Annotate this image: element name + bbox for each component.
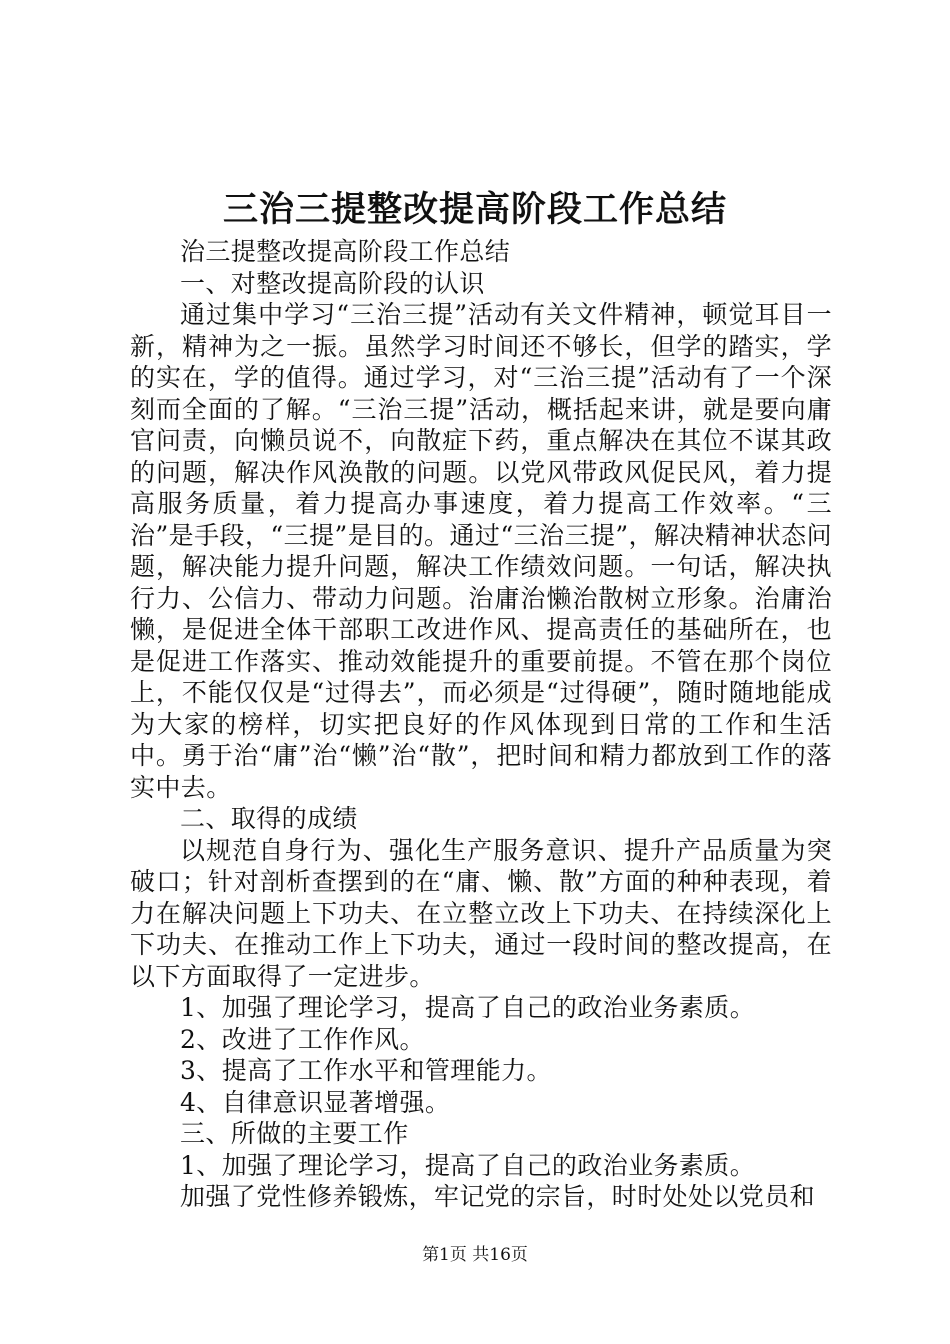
page-number-footer: 第1页 共16页	[422, 1245, 528, 1265]
paragraph-section-3-body: 加强了党性修养锻炼，牢记党的宗旨，时时处处以党员和	[180, 1182, 816, 1211]
list-item-4: 4、自律意识显著增强。	[180, 1087, 451, 1117]
section-3-item-1: 1、加强了理论学习，提高了自己的政治业务素质。	[180, 1150, 756, 1180]
heading-section-3: 三、所做的主要工作	[180, 1119, 409, 1148]
heading-section-1: 一、对整改提高阶段的认识	[180, 268, 485, 298]
list-item-1: 1、加强了理论学习，提高了自己的政治业务素质。	[180, 993, 756, 1022]
list-item-3: 3、提高了工作水平和管理能力。	[180, 1056, 552, 1085]
document-body	[130, 236, 832, 1213]
document-title: 三治三提整改提高阶段工作总结	[222, 189, 727, 230]
paragraph-section-2-body: 以规范自身行为、强化生产服务意识、提升产品质量为突破口；针对剖析查摆到的在“庸、懒、散”方面的种种表现，着力在解决问题上下功夫、在立整立改上下功夫、在持续深化上下功夫、在推动工作上下功夫，通过一段时间的整改提高，在以下方面取得了一定进步。	[130, 835, 832, 991]
paragraph-subtitle: 治三提整改提高阶段工作总结	[180, 237, 511, 266]
heading-section-2: 二、取得的成绩	[180, 804, 358, 833]
paragraph-section-1-body: 通过集中学习“三治三提”活动有关文件精神，顿觉耳目一新，精神为之一振。虽然学习时间还不够长，但学的踏实，学的实在，学的值得。通过学习，对“三治三提”活动有了一个深刻而全面的了解。“三治三提”活动，概括起来讲，就是要向庸官问责，向懒员说不，向散症下药，重点解决在其位不谋其政的问题，解决作风涣散的问题。以党风带政风促民风，着力提高服务质量，着力提高办事速度，着力提高工作效率。“三治”是手段，“三提”是目的。通过“三治三提”，解决精神状态问题，解决能力提升问题，解决工作绩效问题。一句话，解决执行力、公信力、带动力问题。治庸治懒治散树立形象。治庸治懒，是促进全体干部职工改进作风、提高责任的基础所在，也是促进工作落实、推动效能提升的重要前提。不管在那个岗位上，不能仅仅是“过得去”，而必须是“过得硬”，随时随地能成为大家的榜样，切实把良好的作风体现到日常的工作和生活中。勇于治“庸”治“懒”治“散”，把时间和精力都放到工作的落实中去。	[130, 300, 832, 802]
list-item-2: 2、改进了工作作风。	[180, 1024, 425, 1054]
